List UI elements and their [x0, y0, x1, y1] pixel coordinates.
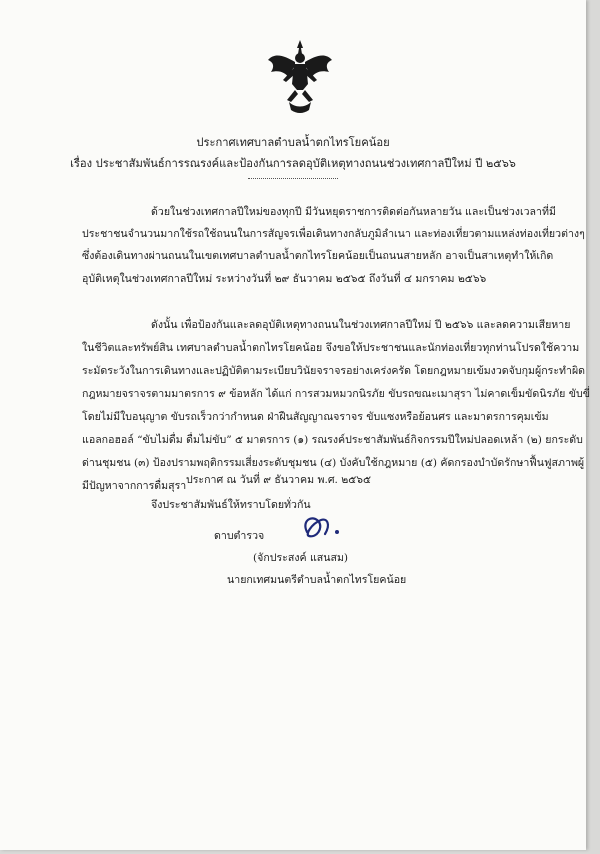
- paragraph1-line: ด้วยในช่วงเทศกาลปีใหม่ของทุกปี มีวันหยุดราชการติดต่อกันหลายวัน และเป็นช่วงเวลาที่มี: [151, 206, 556, 218]
- announce-date: ประกาศ ณ วันที่ ๙ ธันวาคม พ.ศ. ๒๕๖๕: [186, 474, 372, 486]
- paragraph2-line: มีปัญหาจากการดื่มสุรา: [82, 480, 187, 492]
- paragraph2-line: ด่านชุมชน (๓) ป้องปรามพฤติกรรมเสี่ยงระดับชุมชน (๔) บังคับใช้กฎหมาย (๕) คัดกรองบำบัดรักษาฟื้นฟูสภาพผู้: [82, 457, 585, 469]
- paragraph2-line: ระมัดระวังในการเดินทางและปฏิบัติตามระเบียบวินัยจราจรอย่างเคร่งครัด โดยกฎหมายเข้มงวดจับกุมผู้กระทำผิด: [82, 365, 586, 377]
- paragraph2-line: โดยไม่มีใบอนุญาต ขับรถเร็วกว่ากำหนด ฝ่าฝืนสัญญาณจราจร ขับแซงหรือย้อนศร และมาตรการคุมเข้ม: [82, 411, 549, 423]
- paragraph2-line: แอลกอฮอล์ “ขับไม่ดื่ม ดื่มไม่ขับ” ๕ มาตรการ (๑) รณรงค์ประชาสัมพันธ์กิจกรรมปีใหม่ปลอดเหล้า (๒) ยกระดับ: [82, 434, 583, 446]
- paragraph1-line: ซึ่งต้องเดินทางผ่านถนนในเขตเทศบาลตำบลน้ำตกไทรโยคน้อยเป็นถนนสายหลัก อาจเป็นสาเหตุทำให้เกิด: [82, 250, 554, 262]
- paragraph2-line: ในชีวิตและทรัพย์สิน เทศบาลตำบลน้ำตกไทรโยคน้อย จึงขอให้ประชาชนและนักท่องเที่ยวทุกท่านโปรดใช้ความ: [82, 342, 580, 354]
- closing-text: จึงประชาสัมพันธ์ให้ทราบโดยทั่วกัน: [151, 499, 311, 511]
- signer-position: นายกเทศมนตรีตำบลน้ำตกไทรโยคน้อย: [227, 574, 407, 586]
- signer-name: (จักประสงค์ แสนสม): [253, 552, 349, 564]
- handwritten-signature: [297, 510, 357, 548]
- paragraph2-line: ดังนั้น เพื่อป้องกันและลดอุบัติเหตุทางถนนในช่วงเทศกาลปีใหม่ ปี ๒๕๖๖ และลดความเสียหาย: [151, 319, 571, 331]
- document-title: ประกาศเทศบาลตำบลน้ำตกไทรโยคน้อย: [196, 136, 390, 149]
- document-subject: เรื่อง ประชาสัมพันธ์การรณรงค์และป้องกันการลดอุบัติเหตุทางถนนช่วงเทศกาลปีใหม่ ปี ๒๕๖๖: [70, 157, 516, 170]
- checked-by-label: ดาบตำรวจ: [214, 530, 265, 542]
- paragraph1-line: อุบัติเหตุในช่วงเทศกาลปีใหม่ ระหว่างวันที่ ๒๙ ธันวาคม ๒๕๖๕ ถึงวันที่ ๔ มกราคม ๒๕๖๖: [82, 273, 487, 285]
- title-divider: [248, 178, 338, 179]
- paragraph2-line: กฎหมายจราจรตามมาตรการ ๙ ข้อหลัก ได้แก่ การสวมหมวกนิรภัย ขับรถขณะเมาสุรา ไม่คาดเข็มขัดนิรภัย ขับขี่: [82, 388, 590, 400]
- garuda-emblem-icon: [265, 38, 335, 114]
- paragraph1-line: ประชาชนจำนวนมากใช้รถใช้ถนนในการสัญจรเพื่อเดินทางกลับภูมิลำเนา และท่องเที่ยวตามแหล่งท่องเที่ยวต่างๆ: [82, 228, 585, 240]
